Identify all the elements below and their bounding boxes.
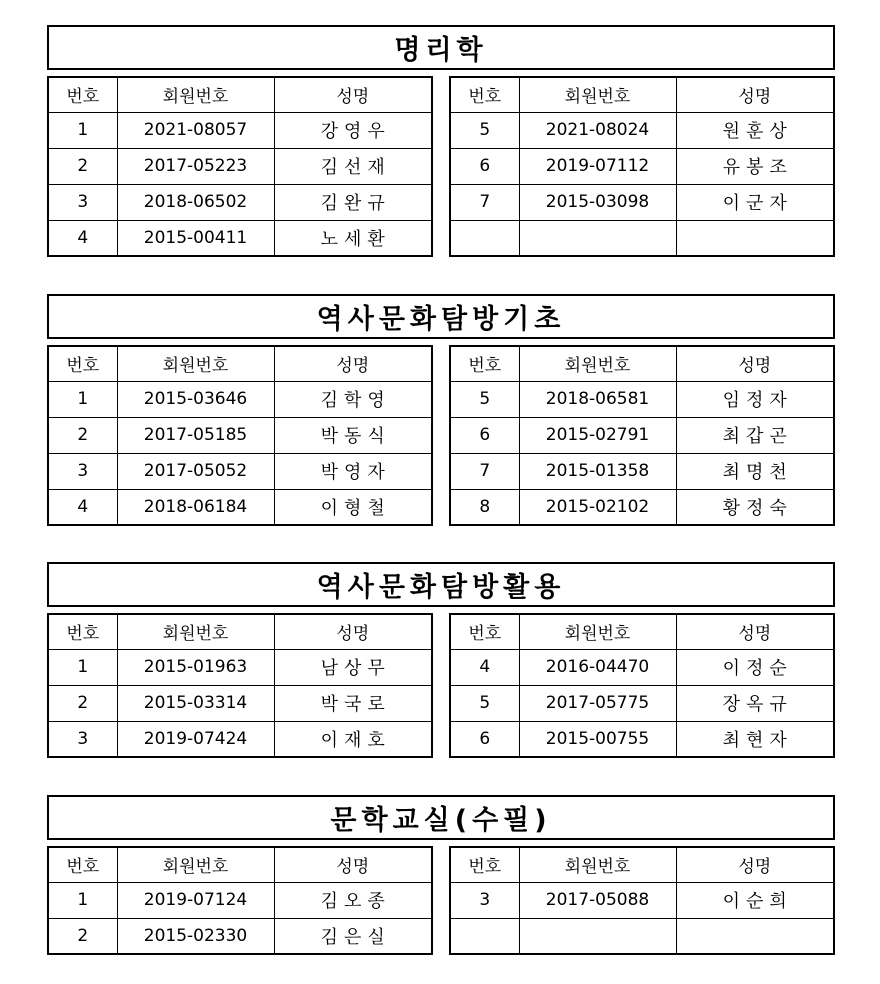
cell-member-id: 2019-07112 bbox=[519, 148, 676, 184]
cell-num: 2 bbox=[48, 685, 117, 721]
table-row bbox=[48, 112, 432, 148]
header-member-id: 회원번호 bbox=[117, 77, 274, 112]
header-member-id: 회원번호 bbox=[117, 614, 274, 649]
header-num: 번호 bbox=[450, 346, 519, 381]
table-row bbox=[48, 918, 432, 954]
cell-member-id: 2016-04470 bbox=[519, 649, 676, 685]
header-num: 번호 bbox=[450, 847, 519, 882]
roster-table-right bbox=[449, 76, 835, 257]
tables-row bbox=[47, 846, 835, 955]
cell-name: 이군자 bbox=[676, 184, 834, 220]
tables-row bbox=[47, 613, 835, 758]
cell-name bbox=[676, 918, 834, 954]
cell-num: 2 bbox=[48, 918, 117, 954]
cell-member-id: 2015-02791 bbox=[519, 417, 676, 453]
header-member-id: 회원번호 bbox=[519, 847, 676, 882]
table-row bbox=[48, 685, 432, 721]
cell-name: 이재호 bbox=[274, 721, 432, 757]
cell-num: 4 bbox=[450, 649, 519, 685]
cell-name: 이순희 bbox=[676, 882, 834, 918]
cell-name: 남상무 bbox=[274, 649, 432, 685]
table-row bbox=[450, 112, 834, 148]
cell-member-id: 2015-01963 bbox=[117, 649, 274, 685]
cell-member-id: 2015-00411 bbox=[117, 220, 274, 256]
cell-name: 최현자 bbox=[676, 721, 834, 757]
cell-member-id: 2018-06502 bbox=[117, 184, 274, 220]
header-num: 번호 bbox=[48, 77, 117, 112]
table-row bbox=[450, 148, 834, 184]
cell-num bbox=[450, 220, 519, 256]
cell-num: 4 bbox=[48, 220, 117, 256]
cell-member-id: 2015-00755 bbox=[519, 721, 676, 757]
cell-num: 4 bbox=[48, 489, 117, 525]
class-section bbox=[47, 294, 835, 526]
roster-table-right bbox=[449, 613, 835, 758]
cell-member-id: 2015-02330 bbox=[117, 918, 274, 954]
cell-member-id: 2017-05775 bbox=[519, 685, 676, 721]
table-row bbox=[48, 453, 432, 489]
cell-num: 3 bbox=[450, 882, 519, 918]
cell-member-id: 2018-06184 bbox=[117, 489, 274, 525]
table-header-row bbox=[48, 77, 432, 112]
table-row bbox=[48, 184, 432, 220]
header-name: 성명 bbox=[676, 346, 834, 381]
table-header-row bbox=[48, 614, 432, 649]
cell-num: 3 bbox=[48, 721, 117, 757]
cell-member-id: 2021-08057 bbox=[117, 112, 274, 148]
cell-member-id: 2015-01358 bbox=[519, 453, 676, 489]
table-row bbox=[450, 453, 834, 489]
cell-num: 7 bbox=[450, 184, 519, 220]
table-row bbox=[450, 721, 834, 757]
cell-member-id bbox=[519, 918, 676, 954]
table-row bbox=[450, 381, 834, 417]
cell-name: 김학영 bbox=[274, 381, 432, 417]
header-member-id: 회원번호 bbox=[519, 614, 676, 649]
roster-table-right bbox=[449, 345, 835, 526]
header-name: 성명 bbox=[676, 847, 834, 882]
class-section bbox=[47, 25, 835, 257]
cell-name: 원훈상 bbox=[676, 112, 834, 148]
cell-name: 김선재 bbox=[274, 148, 432, 184]
tables-row bbox=[47, 345, 835, 526]
cell-num: 6 bbox=[450, 721, 519, 757]
cell-name: 유봉조 bbox=[676, 148, 834, 184]
cell-num: 2 bbox=[48, 417, 117, 453]
cell-member-id: 2017-05185 bbox=[117, 417, 274, 453]
cell-member-id bbox=[519, 220, 676, 256]
cell-name: 이정순 bbox=[676, 649, 834, 685]
table-row bbox=[450, 489, 834, 525]
header-member-id: 회원번호 bbox=[519, 346, 676, 381]
roster-table-left bbox=[47, 613, 433, 758]
cell-name: 노세환 bbox=[274, 220, 432, 256]
table-header-row bbox=[48, 346, 432, 381]
table-row bbox=[450, 184, 834, 220]
roster-table-right bbox=[449, 846, 835, 955]
cell-num: 1 bbox=[48, 381, 117, 417]
cell-num: 1 bbox=[48, 649, 117, 685]
cell-member-id: 2019-07124 bbox=[117, 882, 274, 918]
cell-member-id: 2017-05052 bbox=[117, 453, 274, 489]
cell-num: 5 bbox=[450, 685, 519, 721]
cell-num: 6 bbox=[450, 417, 519, 453]
cell-member-id: 2017-05223 bbox=[117, 148, 274, 184]
table-row bbox=[450, 918, 834, 954]
table-row bbox=[48, 649, 432, 685]
table-row bbox=[48, 882, 432, 918]
cell-name: 박영자 bbox=[274, 453, 432, 489]
table-header-row bbox=[450, 614, 834, 649]
cell-member-id: 2015-03314 bbox=[117, 685, 274, 721]
table-header-row bbox=[450, 77, 834, 112]
table-header-row bbox=[450, 346, 834, 381]
header-member-id: 회원번호 bbox=[117, 847, 274, 882]
roster-table-left bbox=[47, 345, 433, 526]
header-name: 성명 bbox=[274, 77, 432, 112]
cell-member-id: 2019-07424 bbox=[117, 721, 274, 757]
cell-num: 3 bbox=[48, 184, 117, 220]
cell-name: 황정숙 bbox=[676, 489, 834, 525]
header-name: 성명 bbox=[676, 614, 834, 649]
header-member-id: 회원번호 bbox=[519, 77, 676, 112]
section-title: 명리학 bbox=[47, 25, 835, 70]
cell-name: 최갑곤 bbox=[676, 417, 834, 453]
cell-num: 7 bbox=[450, 453, 519, 489]
table-row bbox=[450, 882, 834, 918]
header-name: 성명 bbox=[274, 346, 432, 381]
header-name: 성명 bbox=[274, 847, 432, 882]
cell-member-id: 2015-03098 bbox=[519, 184, 676, 220]
cell-name bbox=[676, 220, 834, 256]
cell-member-id: 2015-02102 bbox=[519, 489, 676, 525]
class-section bbox=[47, 795, 835, 955]
cell-num: 6 bbox=[450, 148, 519, 184]
table-row bbox=[48, 721, 432, 757]
table-row bbox=[48, 148, 432, 184]
table-header-row bbox=[48, 847, 432, 882]
cell-name: 박동식 bbox=[274, 417, 432, 453]
table-row bbox=[450, 220, 834, 256]
cell-name: 강영우 bbox=[274, 112, 432, 148]
section-title: 문학교실(수필) bbox=[47, 795, 835, 840]
table-row bbox=[450, 685, 834, 721]
table-row bbox=[450, 417, 834, 453]
cell-num: 1 bbox=[48, 882, 117, 918]
header-num: 번호 bbox=[450, 614, 519, 649]
cell-num: 2 bbox=[48, 148, 117, 184]
cell-name: 김은실 bbox=[274, 918, 432, 954]
table-row bbox=[450, 649, 834, 685]
table-header-row bbox=[450, 847, 834, 882]
header-name: 성명 bbox=[274, 614, 432, 649]
roster-table-left bbox=[47, 76, 433, 257]
cell-name: 장옥규 bbox=[676, 685, 834, 721]
cell-name: 이형철 bbox=[274, 489, 432, 525]
cell-member-id: 2015-03646 bbox=[117, 381, 274, 417]
cell-member-id: 2017-05088 bbox=[519, 882, 676, 918]
section-title: 역사문화탐방기초 bbox=[47, 294, 835, 339]
cell-num: 3 bbox=[48, 453, 117, 489]
header-num: 번호 bbox=[48, 847, 117, 882]
cell-member-id: 2021-08024 bbox=[519, 112, 676, 148]
header-num: 번호 bbox=[48, 346, 117, 381]
table-row bbox=[48, 417, 432, 453]
cell-num bbox=[450, 918, 519, 954]
table-row bbox=[48, 220, 432, 256]
header-num: 번호 bbox=[450, 77, 519, 112]
cell-name: 최명천 bbox=[676, 453, 834, 489]
table-row bbox=[48, 381, 432, 417]
header-member-id: 회원번호 bbox=[117, 346, 274, 381]
cell-member-id: 2018-06581 bbox=[519, 381, 676, 417]
cell-name: 김완규 bbox=[274, 184, 432, 220]
header-name: 성명 bbox=[676, 77, 834, 112]
cell-num: 5 bbox=[450, 381, 519, 417]
cell-name: 임정자 bbox=[676, 381, 834, 417]
cell-num: 1 bbox=[48, 112, 117, 148]
section-title: 역사문화탐방활용 bbox=[47, 562, 835, 607]
tables-row bbox=[47, 76, 835, 257]
cell-name: 김오종 bbox=[274, 882, 432, 918]
table-row bbox=[48, 489, 432, 525]
cell-name: 박국로 bbox=[274, 685, 432, 721]
roster-table-left bbox=[47, 846, 433, 955]
cell-num: 5 bbox=[450, 112, 519, 148]
cell-num: 8 bbox=[450, 489, 519, 525]
class-section bbox=[47, 562, 835, 758]
header-num: 번호 bbox=[48, 614, 117, 649]
